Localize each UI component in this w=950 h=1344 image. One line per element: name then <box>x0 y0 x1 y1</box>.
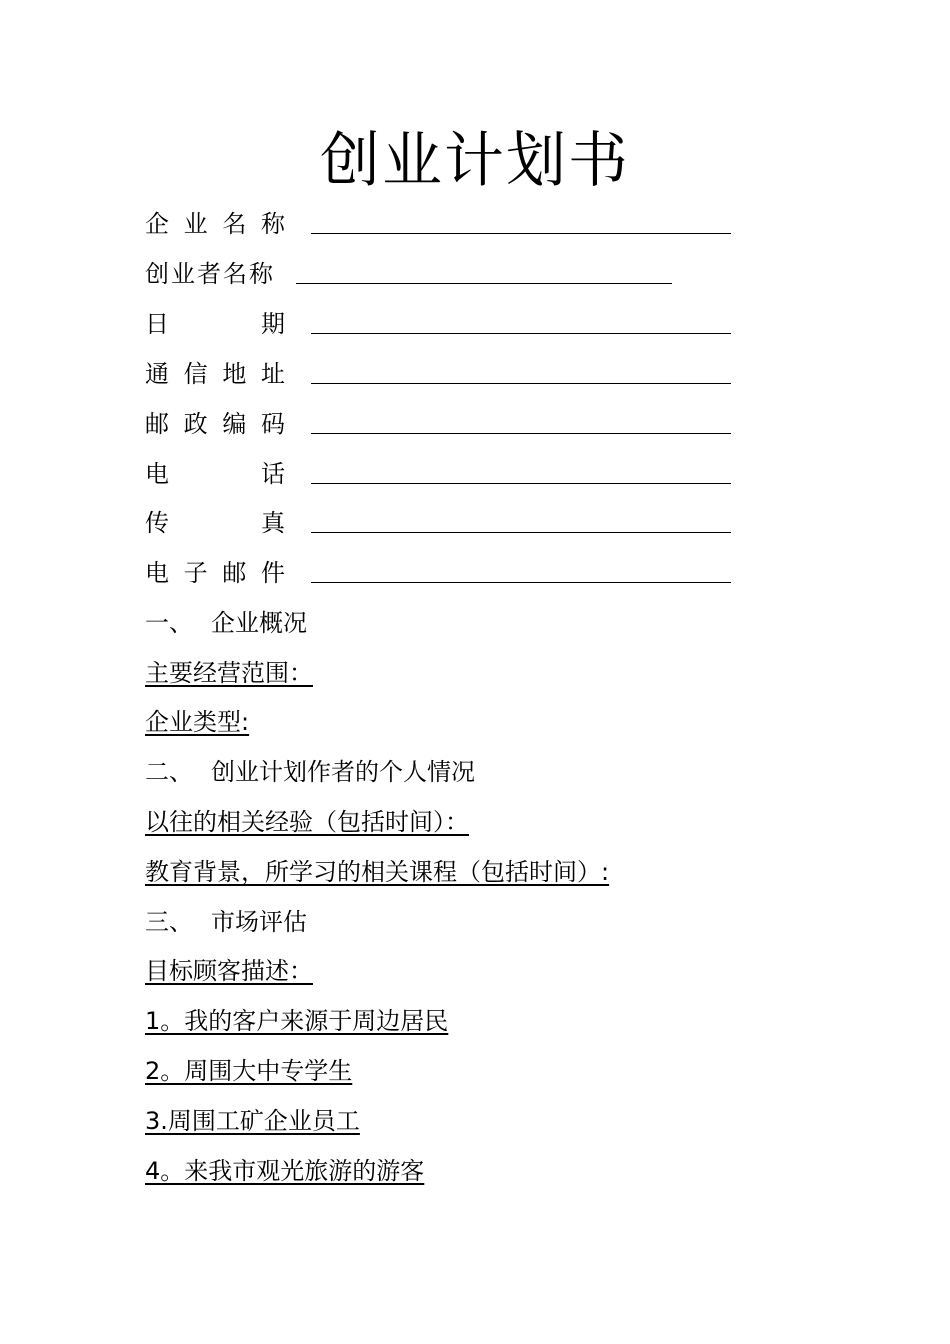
label-char: 称 <box>260 210 285 238</box>
label-char: 期 <box>261 310 285 338</box>
list-item: 1。我的客户来源于周边居民 <box>145 1007 449 1035</box>
field-label-phone <box>145 458 285 490</box>
section-item: 以往的相关经验（包括时间）： <box>145 808 469 836</box>
phone-field[interactable] <box>311 483 731 484</box>
label-char: 邮 <box>145 410 169 438</box>
section-item: 教育背景，所学习的相关课程（包括时间）: <box>145 858 610 886</box>
label-char: 话 <box>261 460 285 488</box>
field-label-fax <box>145 507 285 539</box>
section-heading-company-overview <box>145 607 307 639</box>
label-char: 地 <box>222 360 247 388</box>
founder-name-field[interactable] <box>296 283 672 284</box>
section-title: 企业概况 <box>211 609 307 637</box>
label-char: 企 <box>145 210 169 238</box>
section-number: 二、 <box>145 758 193 786</box>
field-label-address <box>145 358 285 390</box>
section-title: 市场评估 <box>211 908 307 936</box>
section-item: 企业类型: <box>145 708 250 736</box>
label-char: 件 <box>260 559 285 587</box>
list-item: 4。来我市观光旅游的游客 <box>145 1157 425 1185</box>
label-char: 电 <box>145 460 169 488</box>
company-name-field[interactable] <box>311 233 731 234</box>
label-char: 名 <box>222 210 247 238</box>
label-char: 传 <box>145 509 169 537</box>
section-number: 一、 <box>145 609 193 637</box>
fax-field[interactable] <box>311 532 731 533</box>
field-label-postal-code <box>145 408 285 440</box>
section-heading-market-assessment <box>145 906 307 938</box>
label-char: 码 <box>260 410 285 438</box>
field-label-date <box>145 308 285 340</box>
date-field[interactable] <box>311 333 731 334</box>
label-char: 真 <box>261 509 285 537</box>
email-field[interactable] <box>311 582 731 583</box>
list-item: 2。周围大中专学生 <box>145 1057 353 1085</box>
label-char: 邮 <box>222 559 247 587</box>
postal-code-field[interactable] <box>311 433 731 434</box>
label-char: 电 <box>145 559 169 587</box>
label-char: 编 <box>222 410 247 438</box>
section-number: 三、 <box>145 908 193 936</box>
section-item: 目标顾客描述： <box>145 957 313 985</box>
page-title: 创业计划书 <box>320 126 630 196</box>
field-label-email <box>145 557 285 589</box>
label-char: 政 <box>183 410 208 438</box>
label-char: 址 <box>260 360 285 388</box>
section-title: 创业计划作者的个人情况 <box>211 758 475 786</box>
list-item: 3.周围工矿企业员工 <box>145 1107 360 1135</box>
field-label-founder-name: 创业者名称 <box>145 260 275 288</box>
label-char: 信 <box>183 360 208 388</box>
section-heading-author-profile <box>145 756 475 788</box>
label-char: 业 <box>183 210 208 238</box>
label-char: 日 <box>145 310 169 338</box>
section-item: 主要经营范围： <box>145 659 313 687</box>
address-field[interactable] <box>311 383 731 384</box>
label-char: 通 <box>145 360 169 388</box>
field-label-company-name <box>145 208 285 240</box>
label-char: 子 <box>183 559 208 587</box>
